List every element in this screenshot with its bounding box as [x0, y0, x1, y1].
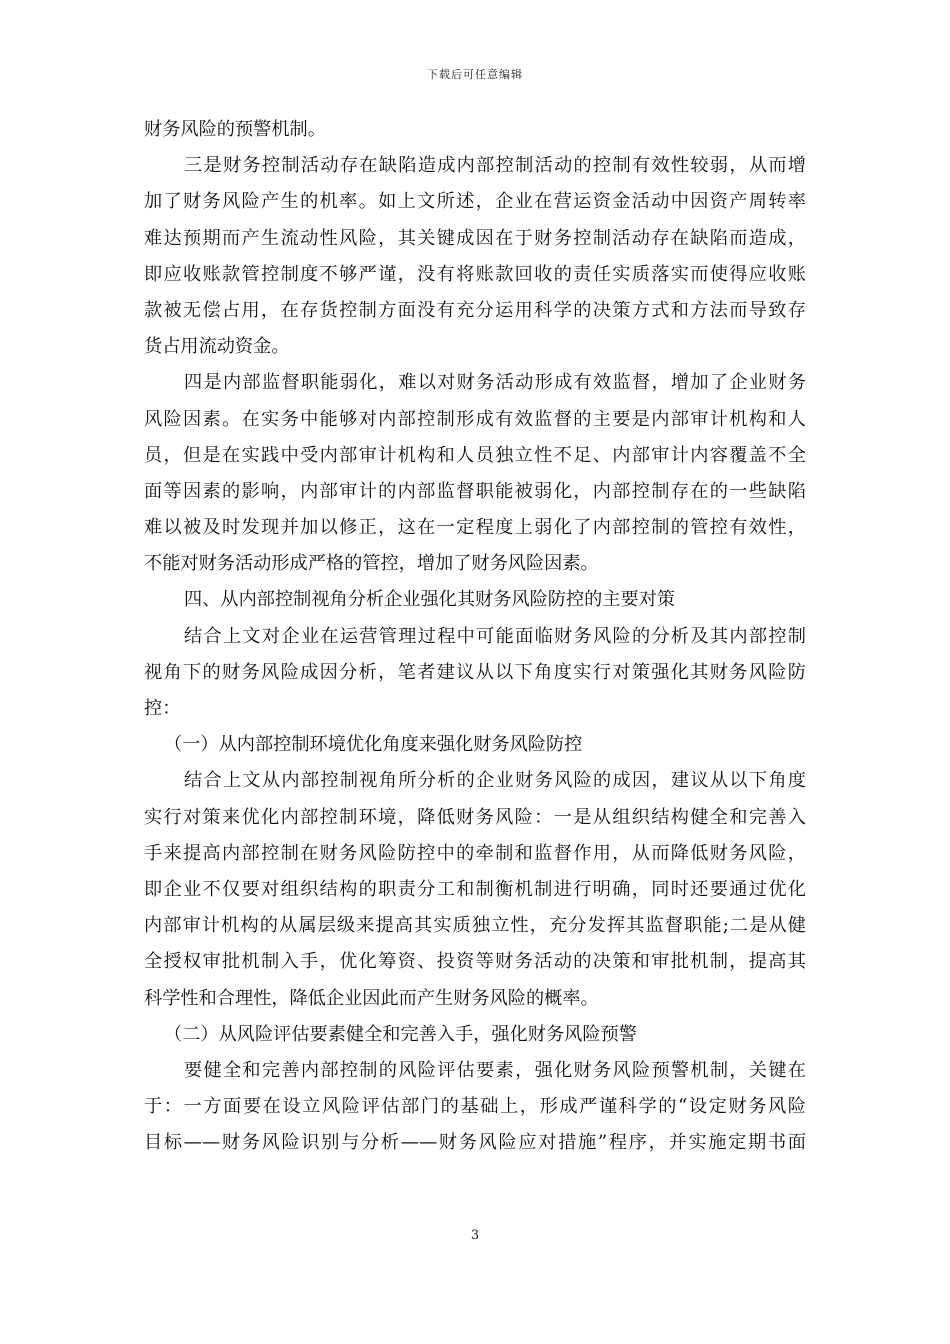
text-line: 员，但是在实践中受内部审计机构和人员独立性不足、内部审计内容覆盖不全 [144, 444, 806, 466]
text-line: 内部审计机构的从属层级来提高其实质独立性，充分发挥其监督职能;二是从健 [144, 915, 806, 937]
text-line: 实行对策来优化内部控制环境，降低财务风险：一是从组织结构健全和完善入 [144, 806, 806, 828]
paragraph-start-line: 结合上文从内部控制视角所分析的企业财务风险的成因，建议从以下角度 [184, 770, 806, 792]
text-line: 视角下的财务风险成因分析，笔者建议从以下角度实行对策强化其财务风险防 [144, 661, 806, 683]
text-line: 于：一方面要在设立风险评估部门的基础上，形成严谨科学的“设定财务风险 [144, 1096, 806, 1118]
text-line: 难以被及时发现并加以修正，这在一定程度上弱化了内部控制的管控有效性， [144, 517, 806, 539]
paragraph-start-line: 三是财务控制活动存在缺陷造成内部控制活动的控制有效性较弱，从而增 [184, 155, 806, 177]
text-line: 货占用流动资金。 [144, 336, 290, 358]
text-line: 控： [144, 698, 181, 719]
section-heading: 四、从内部控制视角分析企业强化其财务风险防控的主要对策 [184, 589, 676, 611]
paragraph-start-line: 要健全和完善内部控制的风险评估要素，强化财务风险预警机制，关键在 [184, 1059, 806, 1081]
text-line: 风险因素。在实务中能够对内部控制形成有效监督的主要是内部审计机构和人 [144, 408, 806, 430]
subsection-heading: （一）从内部控制环境优化角度来强化财务风险防控 [164, 734, 583, 756]
text-line: 即企业不仅要对组织结构的职责分工和制衡机制进行明确，同时还要通过优化 [144, 878, 806, 900]
text-line: 财务风险的预警机制。 [144, 119, 326, 140]
page-header: 下载后可任意编辑 [427, 68, 523, 81]
text-line: 全授权审批机制入手，优化筹资、投资等财务活动的决策和审批机制，提高其 [144, 951, 806, 973]
text-line: 难达预期而产生流动性风险，其关键成因在于财务控制活动存在缺陷而造成， [144, 227, 806, 249]
document-body [144, 112, 806, 1161]
text-line: 不能对财务活动形成严格的管控，增加了财务风险因素。 [144, 553, 599, 575]
text-line: 科学性和合理性，降低企业因此而产生财务风险的概率。 [144, 987, 599, 1009]
text-line: 款被无偿占用，在存货控制方面没有充分运用科学的决策方式和方法而导致存 [144, 299, 806, 321]
text-line: 面等因素的影响，内部审计的内部监督职能被弱化，内部控制存在的一些缺陷 [144, 480, 806, 502]
paragraph-start-line: 四是内部监督职能弱化，难以对财务活动形成有效监督，增加了企业财务 [184, 372, 806, 394]
text-line: 即应收账款管控制度不够严谨，没有将账款回收的责任实质落实而使得应收账 [144, 263, 806, 285]
text-line: 加了财务风险产生的机率。如上文所述，企业在营运资金活动中因资产周转率 [144, 191, 806, 213]
paragraph-start-line: 结合上文对企业在运营管理过程中可能面临财务风险的分析及其内部控制 [184, 625, 806, 647]
text-line: 手来提高内部控制在财务风险防控中的牵制和监督作用，从而降低财务风险， [144, 842, 806, 864]
subsection-heading: （二）从风险评估要素健全和完善入手，强化财务风险预警 [164, 1023, 637, 1045]
page-number: 3 [470, 1228, 480, 1243]
text-line: 目标——财务风险识别与分析——财务风险应对措施”程序，并实施定期书面 [144, 1132, 806, 1154]
